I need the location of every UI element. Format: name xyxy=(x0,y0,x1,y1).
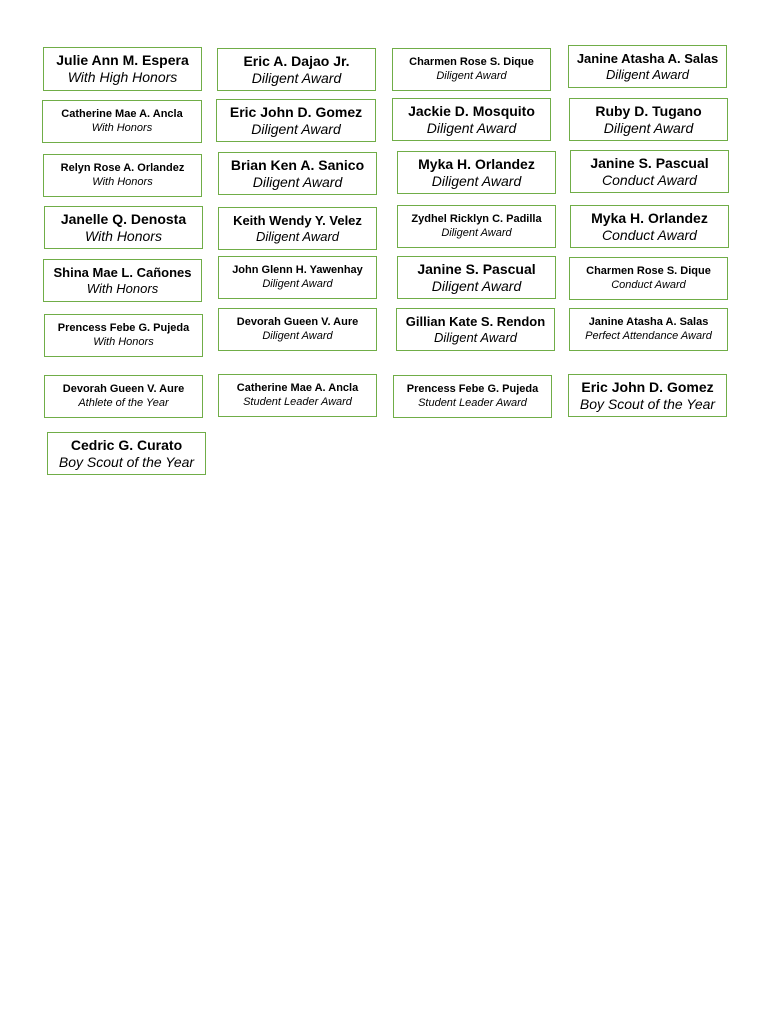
recipient-name: Janine S. Pascual xyxy=(590,154,709,171)
award-label xyxy=(392,98,551,141)
award-title: Conduct Award xyxy=(602,226,697,243)
recipient-name: Janine S. Pascual xyxy=(417,260,536,277)
award-label xyxy=(44,375,203,418)
award-label xyxy=(569,257,728,300)
award-title: Conduct Award xyxy=(602,171,697,188)
recipient-name: Janine Atasha A. Salas xyxy=(576,50,719,66)
recipient-name: Catherine Mae A. Ancla xyxy=(61,108,183,121)
award-title: Athlete of the Year xyxy=(78,396,169,409)
award-label xyxy=(393,375,552,418)
recipient-name: Zydhel Ricklyn C. Padilla xyxy=(411,213,542,226)
recipient-name: Shina Mae L. Cañones xyxy=(53,264,192,280)
award-title: Diligent Award xyxy=(262,329,333,342)
award-label xyxy=(217,48,376,91)
award-title: With Honors xyxy=(92,175,153,188)
recipient-name: Devorah Gueen V. Aure xyxy=(236,316,359,329)
award-label xyxy=(43,47,202,91)
recipient-name: Jackie D. Mosquito xyxy=(408,102,535,119)
award-title: With High Honors xyxy=(67,69,178,85)
recipient-name: Janine Atasha A. Salas xyxy=(588,316,709,329)
award-title: Diligent Award xyxy=(255,228,340,244)
award-label xyxy=(397,151,556,194)
award-label xyxy=(397,205,556,248)
award-label xyxy=(570,205,729,248)
award-label xyxy=(218,207,377,250)
recipient-name: Charmen Rose S. Dique xyxy=(586,265,711,278)
award-title: With Honors xyxy=(93,335,154,348)
recipient-name: Janelle Q. Denosta xyxy=(60,210,187,227)
recipient-name: Charmen Rose S. Dique xyxy=(409,56,534,69)
recipient-name: Eric John D. Gomez xyxy=(229,103,363,120)
award-label xyxy=(568,374,727,417)
award-title: Boy Scout of the Year xyxy=(579,395,716,412)
award-title: Diligent Award xyxy=(252,173,343,190)
award-title: Diligent Award xyxy=(433,329,518,345)
award-title: With Honors xyxy=(91,121,153,134)
award-label xyxy=(47,432,206,475)
award-label xyxy=(569,308,728,351)
award-label xyxy=(216,99,376,142)
recipient-name: Brian Ken A. Sanico xyxy=(230,156,365,173)
recipient-name: Keith Wendy Y. Velez xyxy=(233,212,362,228)
award-title: Perfect Attendance Award xyxy=(585,329,712,342)
award-title: Diligent Award xyxy=(436,69,507,82)
award-title: With Honors xyxy=(86,280,159,296)
recipient-name: Myka H. Orlandez xyxy=(418,155,535,172)
award-title: With Honors xyxy=(85,227,162,244)
award-label xyxy=(42,100,202,143)
award-label xyxy=(568,45,727,88)
award-label xyxy=(392,48,551,91)
recipient-name: Eric A. Dajao Jr. xyxy=(243,52,350,69)
award-title: Diligent Award xyxy=(251,120,341,137)
award-label xyxy=(218,374,377,417)
award-title: Diligent Award xyxy=(262,277,333,290)
recipient-name: Prencess Febe G. Pujeda xyxy=(406,383,539,396)
recipient-name: Myka H. Orlandez xyxy=(591,209,708,226)
award-title: Diligent Award xyxy=(441,226,512,239)
award-title: Student Leader Award xyxy=(418,396,527,409)
award-label xyxy=(397,256,556,299)
award-title: Diligent Award xyxy=(431,277,522,294)
award-title: Diligent Award xyxy=(603,119,694,136)
award-label xyxy=(570,150,729,193)
award-label xyxy=(218,152,377,195)
recipient-name: John Glenn H. Yawenhay xyxy=(232,264,363,277)
award-title: Student Leader Award xyxy=(243,395,352,408)
recipient-name: Julie Ann M. Espera xyxy=(56,52,189,69)
recipient-name: Devorah Gueen V. Aure xyxy=(62,383,185,396)
award-title: Boy Scout of the Year xyxy=(58,453,195,470)
recipient-name: Prencess Febe G. Pujeda xyxy=(57,322,190,335)
award-label xyxy=(43,259,202,302)
recipient-name: Relyn Rose A. Orlandez xyxy=(60,162,185,175)
award-label xyxy=(218,308,377,351)
award-title: Diligent Award xyxy=(431,172,522,189)
award-label xyxy=(44,206,203,249)
recipient-name: Cedric G. Curato xyxy=(70,436,183,453)
award-title: Diligent Award xyxy=(426,119,517,136)
award-label xyxy=(218,256,377,299)
recipient-name: Catherine Mae A. Ancla xyxy=(236,382,359,395)
award-label xyxy=(44,314,203,357)
award-label xyxy=(569,98,728,141)
award-title: Diligent Award xyxy=(605,66,690,82)
award-title: Diligent Award xyxy=(251,69,342,86)
award-label xyxy=(43,154,202,197)
recipient-name: Eric John D. Gomez xyxy=(581,378,714,395)
award-title: Conduct Award xyxy=(611,278,686,291)
award-label xyxy=(396,308,555,351)
recipient-name: Ruby D. Tugano xyxy=(595,102,702,119)
recipient-name: Gillian Kate S. Rendon xyxy=(405,313,546,329)
